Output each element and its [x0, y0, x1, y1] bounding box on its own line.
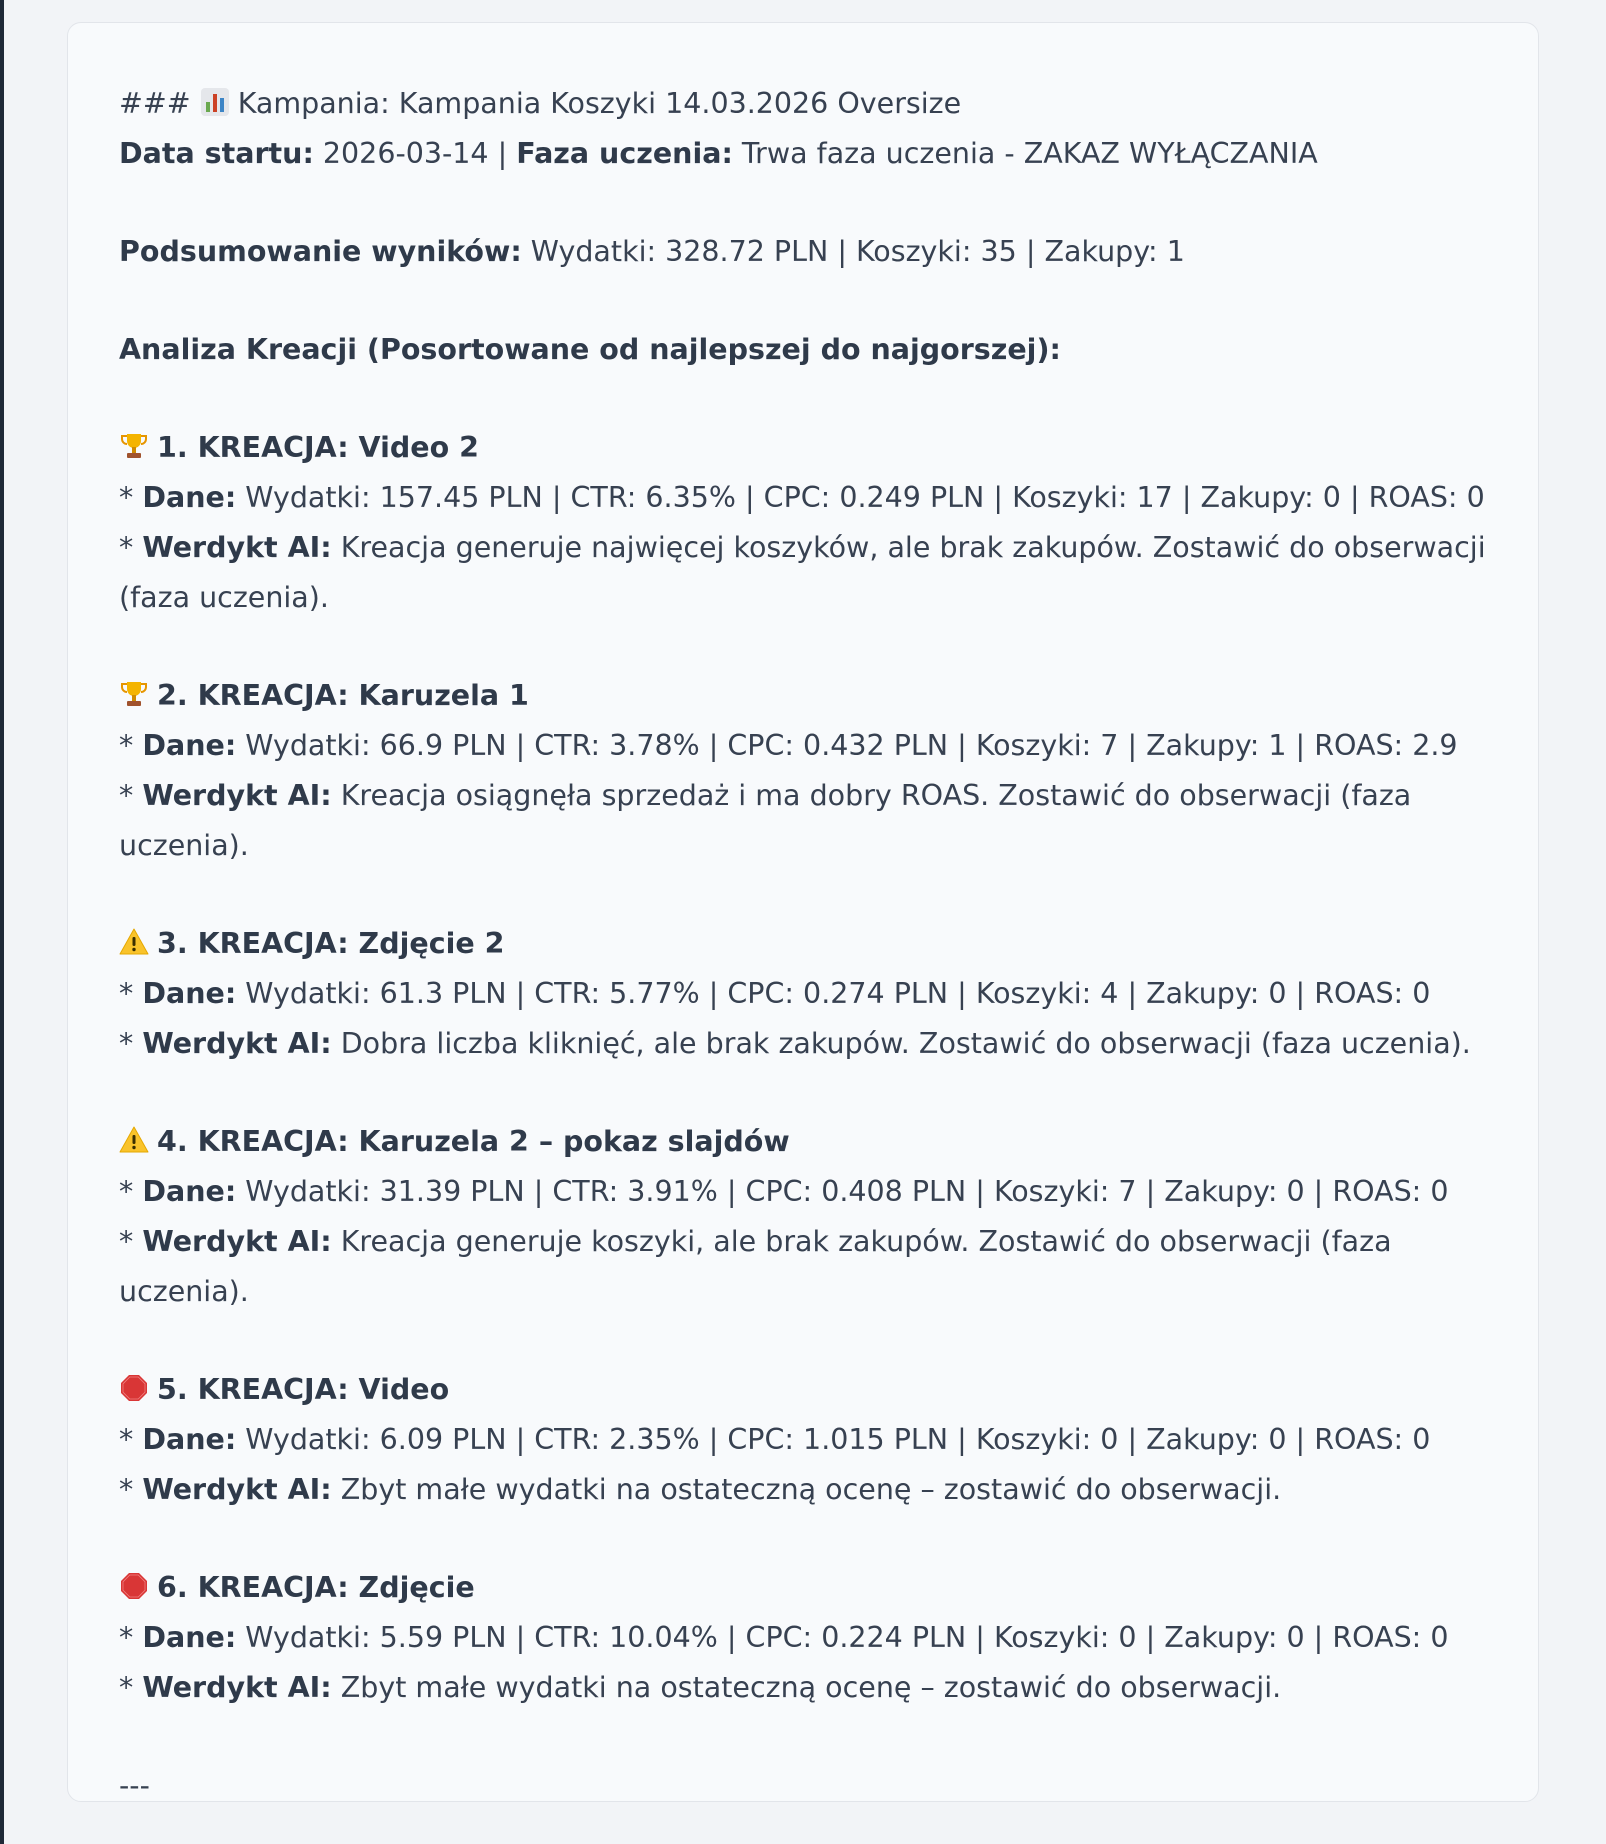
data-label: Dane:: [142, 1423, 237, 1456]
summary-line: [119, 227, 1488, 277]
warning-icon: [119, 1125, 149, 1155]
verdict-label: Werdykt AI:: [142, 1225, 332, 1258]
data-label: Dane:: [142, 1175, 237, 1208]
start-line: [119, 129, 1488, 179]
creative-title-line: [119, 1563, 1488, 1613]
report-card: [67, 22, 1539, 1802]
bullet: *: [119, 1473, 143, 1506]
creative-data: Wydatki: 6.09 PLN | CTR: 2.35% | CPC: 1.015 PLN | Koszyki: 0 | Zakupy: 0 | ROAS: 0: [236, 1423, 1431, 1456]
creative-title-line: [119, 671, 1488, 721]
creative-data-line: [119, 1613, 1488, 1663]
creative-data: Wydatki: 31.39 PLN | CTR: 3.91% | CPC: 0.408 PLN | Koszyki: 7 | Zakupy: 0 | ROAS: 0: [236, 1175, 1449, 1208]
creative-block: [119, 1563, 1488, 1761]
bar-chart-icon: [200, 87, 230, 117]
report-heading: [119, 79, 1488, 129]
creative-data-line: [119, 1167, 1488, 1217]
start-label: Data startu:: [119, 137, 314, 170]
data-label: Dane:: [142, 729, 237, 762]
creative-title: 2. KREACJA: Karuzela 1: [157, 679, 529, 712]
creative-title: 1. KREACJA: Video 2: [157, 431, 479, 464]
creative-title-line: [119, 919, 1488, 969]
creative-verdict-line: [119, 1465, 1488, 1515]
verdict-label: Werdykt AI:: [142, 1027, 332, 1060]
creative-verdict-line: [119, 523, 1495, 623]
warning-icon: [119, 927, 149, 957]
data-label: Dane:: [142, 977, 237, 1010]
bullet: *: [119, 1175, 143, 1208]
creative-data: Wydatki: 157.45 PLN | CTR: 6.35% | CPC: 0.249 PLN | Koszyki: 17 | Zakupy: 0 | ROAS: 0: [236, 481, 1485, 514]
creative-data-line: [119, 969, 1488, 1019]
creative-data-line: [119, 1415, 1488, 1465]
creative-data: Wydatki: 66.9 PLN | CTR: 3.78% | CPC: 0.432 PLN | Koszyki: 7 | Zakupy: 1 | ROAS: 2.9: [236, 729, 1458, 762]
creative-data-line: [119, 473, 1488, 523]
bullet: *: [119, 977, 143, 1010]
creative-verdict: Kreacja generuje najwięcej koszyków, ale brak zakupów. Zostawić do obserwacji (faza uczenia).: [119, 531, 1495, 614]
verdict-label: Werdykt AI:: [142, 531, 332, 564]
trophy-icon: [119, 431, 149, 461]
footer-rule: ---: [119, 1769, 150, 1802]
bullet: *: [119, 1027, 143, 1060]
bullet: *: [119, 1671, 143, 1704]
creative-title: 3. KREACJA: Zdjęcie 2: [157, 927, 505, 960]
creative-title: 4. KREACJA: Karuzela 2 – pokaz slajdów: [157, 1125, 790, 1158]
creative-title: 6. KREACJA: Zdjęcie: [157, 1571, 475, 1604]
bullet: *: [119, 481, 143, 514]
creative-block: [119, 1117, 1488, 1365]
data-label: Dane:: [142, 1621, 237, 1654]
creative-verdict: Dobra liczba kliknięć, ale brak zakupów. Zostawić do obserwacji (faza uczenia).: [331, 1027, 1471, 1060]
phase-label: Faza uczenia:: [516, 137, 733, 170]
creative-title-line: [119, 1117, 1488, 1167]
creative-data-line: [119, 721, 1488, 771]
creative-block: [119, 671, 1488, 919]
summary-value: Wydatki: 328.72 PLN | Koszyki: 35 | Zakupy: 1: [521, 235, 1185, 268]
stop-sign-icon: [119, 1571, 149, 1601]
verdict-label: Werdykt AI:: [142, 779, 332, 812]
bullet: *: [119, 779, 143, 812]
creative-verdict-line: [119, 1217, 1488, 1317]
creative-title-line: [119, 423, 1488, 473]
trophy-icon: [119, 679, 149, 709]
campaign-title: Kampania: Kampania Koszyki 14.03.2026 Oversize: [237, 87, 962, 120]
data-label: Dane:: [142, 481, 237, 514]
bullet: *: [119, 1621, 143, 1654]
analysis-heading-text: Analiza Kreacji (Posortowane od najlepszej do najgorszej):: [119, 333, 1061, 366]
bullet: *: [119, 729, 143, 762]
analysis-heading: [119, 325, 1488, 375]
bullet: *: [119, 531, 143, 564]
creative-verdict: Kreacja osiągnęła sprzedaż i ma dobry ROAS. Zostawić do obserwacji (faza uczenia).: [119, 779, 1421, 862]
creative-title-line: [119, 1365, 1488, 1415]
creative-title: 5. KREACJA: Video: [157, 1373, 450, 1406]
verdict-label: Werdykt AI:: [142, 1473, 332, 1506]
creative-block: [119, 919, 1488, 1117]
stop-sign-icon: [119, 1373, 149, 1403]
creative-verdict-line: [119, 1663, 1488, 1713]
creative-block: [119, 423, 1495, 671]
creative-verdict: Zbyt małe wydatki na ostateczną ocenę – zostawić do obserwacji.: [331, 1473, 1282, 1506]
creative-verdict: Kreacja generuje koszyki, ale brak zakupów. Zostawić do obserwacji (faza uczenia).: [119, 1225, 1401, 1308]
creatives-list: [119, 423, 1495, 1761]
creative-verdict: Zbyt małe wydatki na ostateczną ocenę – zostawić do obserwacji.: [331, 1671, 1282, 1704]
phase-value: Trwa faza uczenia - ZAKAZ WYŁĄCZANIA: [732, 137, 1318, 170]
creative-block: [119, 1365, 1488, 1563]
creative-data: Wydatki: 5.59 PLN | CTR: 10.04% | CPC: 0.224 PLN | Koszyki: 0 | Zakupy: 0 | ROAS: 0: [236, 1621, 1449, 1654]
window-edge: [0, 0, 4, 1844]
bullet: *: [119, 1225, 143, 1258]
summary-label: Podsumowanie wyników:: [119, 235, 522, 268]
start-value: 2026-03-14 |: [313, 137, 517, 170]
creative-verdict-line: [119, 771, 1488, 871]
verdict-label: Werdykt AI:: [142, 1671, 332, 1704]
bullet: *: [119, 1423, 143, 1456]
creative-data: Wydatki: 61.3 PLN | CTR: 5.77% | CPC: 0.274 PLN | Koszyki: 4 | Zakupy: 0 | ROAS: 0: [236, 977, 1431, 1010]
heading-prefix: ###: [119, 87, 191, 120]
creative-verdict-line: [119, 1019, 1488, 1069]
